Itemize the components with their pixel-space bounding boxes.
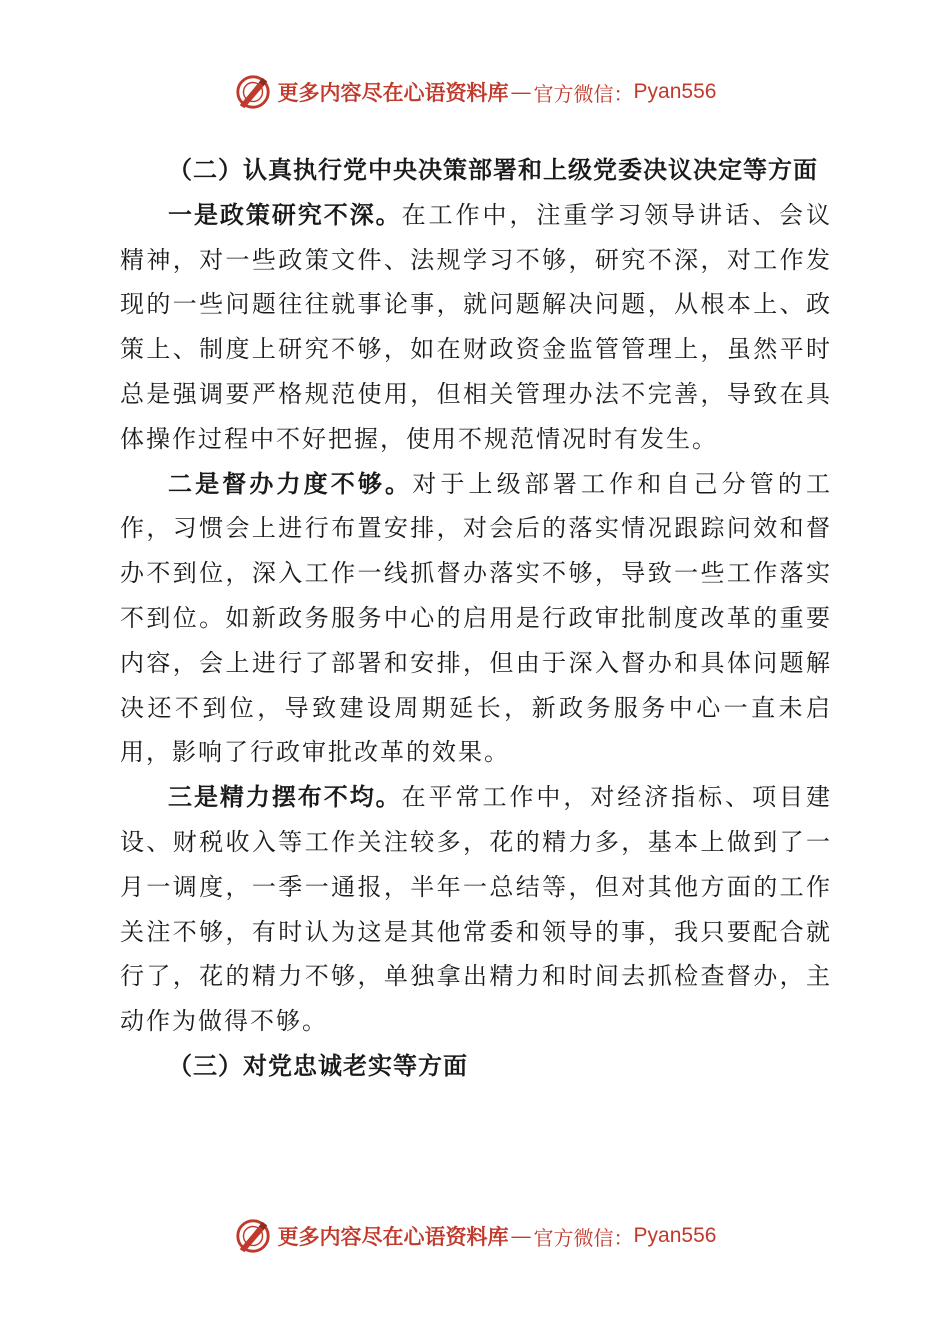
paragraph-energy-allocation	[120, 775, 832, 1044]
section-heading-2: （二）认真执行党中央决策部署和上级党委决议决定等方面	[168, 156, 818, 184]
watermark-brand: 更多内容尽在心语资料库	[277, 1224, 509, 1249]
paragraph-policy-research	[120, 193, 832, 462]
watermark-contact-label: 官方微信：	[533, 81, 634, 106]
pen-seal-logo-icon	[234, 1217, 272, 1255]
watermark-wechat-id: Pyan556	[633, 1224, 717, 1247]
paragraph-lead: 一是政策研究不深。	[168, 200, 402, 229]
pen-seal-logo-icon	[234, 73, 272, 111]
watermark-contact-label: 官方微信：	[533, 1225, 634, 1250]
paragraph-lead: 三是精力摆布不均。	[168, 783, 402, 812]
paragraph-supervision	[120, 462, 832, 776]
footer-watermark	[0, 1214, 950, 1258]
document-body	[120, 148, 832, 1089]
paragraph-lead: 二是督办力度不够。	[168, 469, 413, 498]
section-heading-3: （三）对党忠诚老实等方面	[168, 1051, 468, 1080]
paragraph-body: 对于上级部署工作和自己分管的工作，习惯会上进行布置安排，对会后的落实情况跟踪问效和督办不到位，深入工作一线抓督办落实不够，导致一些工作落实不到位。如新政务服务中心的启用是行政审批制度改革的重要内容，会上进行了部署和安排，但由于深入督办和具体问题解决还不到位，导致建设周期延长，新政务服务中心一直未启用，影响了行政审批改革的效果。	[120, 469, 833, 767]
watermark-wechat-id: Pyan556	[633, 80, 717, 103]
watermark-brand: 更多内容尽在心语资料库	[277, 80, 509, 105]
header-watermark	[0, 70, 950, 114]
watermark-separator: —	[510, 80, 532, 104]
paragraph-body: 在工作中，注重学习领导讲话、会议精神，对一些政策文件、法规学习不够，研究不深，对工作发现的一些问题往往就事论事，就问题解决问题，从根本上、政策上、制度上研究不够，如在财政资金监管管理上，虽然平时总是强调要严格规范使用，但相关管理办法不完善，导致在具体操作过程中不好把握，使用不规范情况时有发生。	[120, 200, 832, 453]
paragraph-body: 在平常工作中，对经济指标、项目建设、财税收入等工作关注较多，花的精力多，基本上做到了一月一调度，一季一通报，半年一总结等，但对其他方面的工作关注不够，有时认为这是其他常委和领导的事，我只要配合就行了，花的精力不够，单独拿出精力和时间去抓检查督办，主动作为做得不够。	[120, 783, 832, 1036]
watermark-separator: —	[510, 1224, 532, 1248]
